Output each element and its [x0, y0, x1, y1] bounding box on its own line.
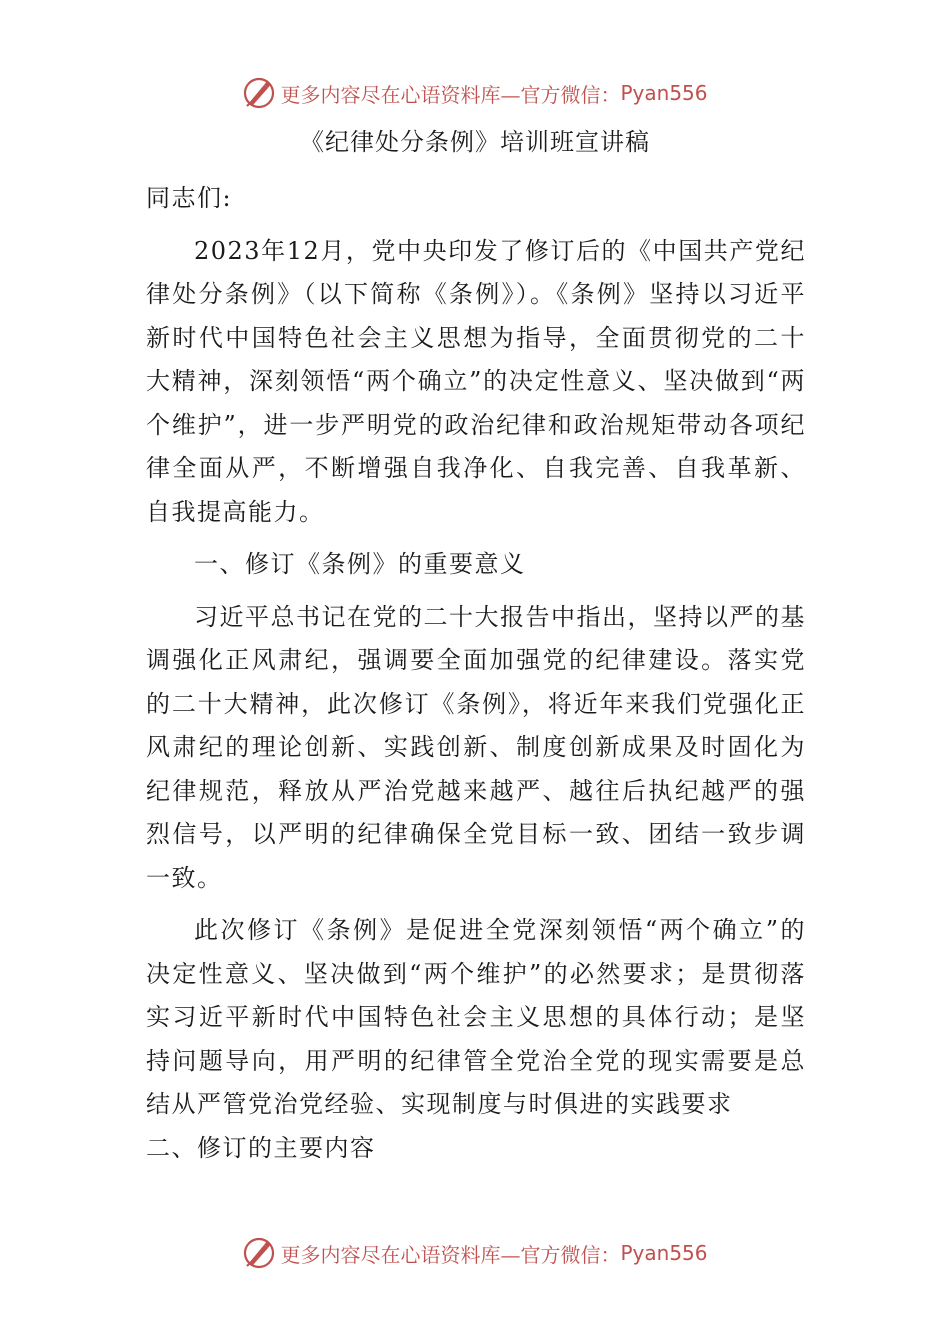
paragraph-requirements: 此次修订《条例》是促进全党深刻领悟“两个确立”的决定性意义、坚决做到“两个维护”的必然要求；是贯彻落实习近平新时代中国特色社会主义思想的具体行动；是坚持问题导向，用严明的纪律管全党治全党的现实需要是总结从严管党治党经验、实现制度与时俱进的实践要求 [146, 916, 806, 1118]
watermark-header [0, 73, 950, 113]
watermark-id: Pyan556 [620, 81, 708, 105]
watermark-text: 更多内容尽在心语资料库—官方微信： [280, 1242, 621, 1267]
pen-logo-icon [242, 76, 276, 110]
watermark-text: 更多内容尽在心语资料库—官方微信： [280, 82, 621, 107]
salutation: 同志们: [146, 184, 233, 212]
paragraph-intro: 2023年12月，党中央印发了修订后的《中国共产党纪律处分条例》（以下简称《条例》）。《条例》坚持以习近平新时代中国特色社会主义思想为指导，全面贯彻党的二十大精神，深刻领悟“两个确立”的决定性意义、坚决做到“两个维护”，进一步严明党的政治纪律和政治规矩带动各项纪律全面从严，不断增强自我净化、自我完善、自我革新、自我提高能力。 [146, 236, 806, 526]
watermark-id: Pyan556 [620, 1241, 708, 1265]
section-heading-2: 二、修订的主要内容 [146, 1133, 376, 1162]
pen-logo-icon [242, 1236, 276, 1270]
document-title: 《纪律处分条例》培训班宣讲稿 [300, 128, 650, 156]
section-heading-1: 一、修订《条例》的重要意义 [194, 550, 526, 578]
document-body [146, 177, 806, 1170]
watermark-footer [0, 1233, 950, 1273]
paragraph-significance: 习近平总书记在党的二十大报告中指出，坚持以严的基调强化正风肃纪，强调要全面加强党的纪律建设。落实党的二十大精神，此次修订《条例》，将近年来我们党强化正风肃纪的理论创新、实践创新、制度创新成果及时固化为纪律规范，释放从严治党越来越严、越往后执纪越严的强烈信号，以严明的纪律确保全党目标一致、团结一致步调一致。 [146, 602, 806, 892]
